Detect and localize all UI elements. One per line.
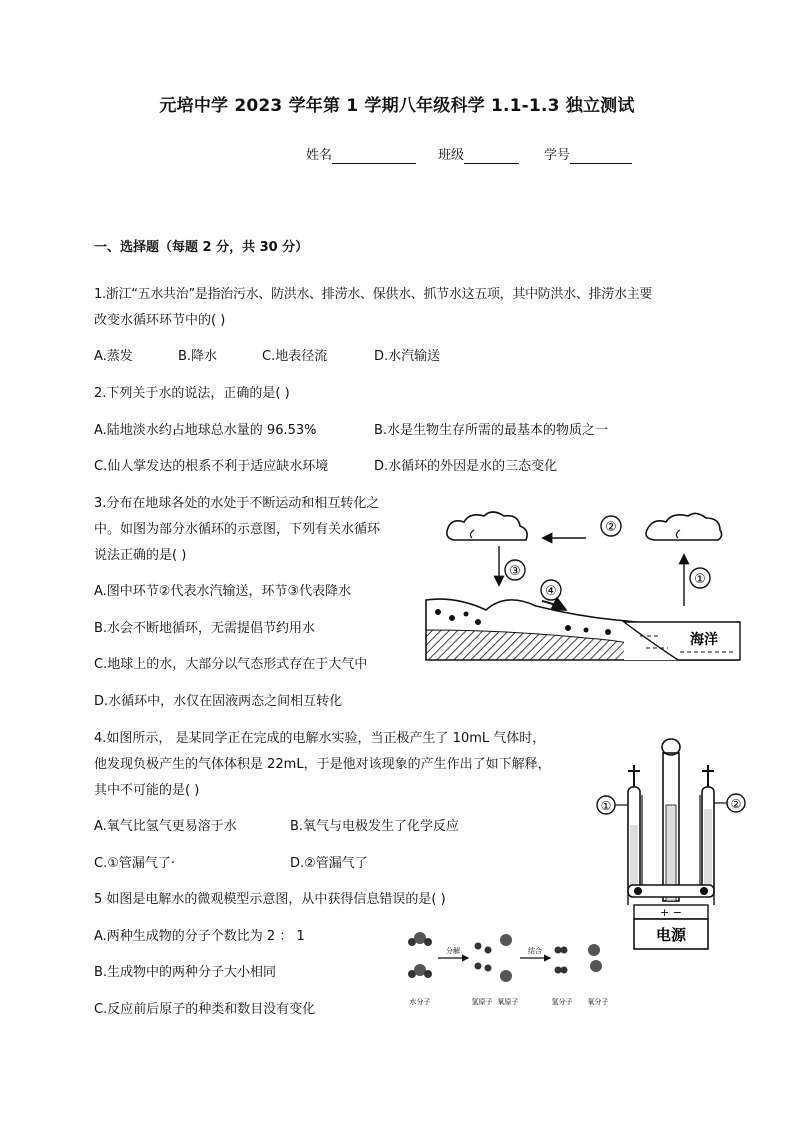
q4-option-b[interactable]: B.氧气与电极发生了化学反应 (290, 819, 460, 834)
water-molecule (408, 964, 432, 978)
q1-stem-line2: 改变水循环环节中的( ) (94, 313, 226, 328)
power-supply-label: 电源 (655, 926, 687, 944)
water-cycle-figure (418, 500, 748, 665)
class-blank[interactable] (464, 151, 519, 164)
name-blank[interactable] (332, 151, 416, 164)
q2-option-c[interactable]: C.仙人掌发达的根系不利于适应缺水环境 (94, 459, 329, 474)
page-title: 元培中学 2023 学年第 1 学期八年级科学 1.1-1.3 独立测试 (159, 96, 635, 116)
id-label: 学号 (544, 148, 571, 163)
molecular-model-figure (398, 926, 618, 1010)
class-field-label (438, 148, 519, 164)
q1-option-c[interactable]: C.地表径流 (262, 349, 328, 364)
q4-option-a[interactable]: A.氧气比氢气更易溶于水 (94, 819, 237, 834)
tube-2-label: ② (730, 797, 742, 811)
caption-hydrogen-molecule: 氢分子 (551, 998, 573, 1006)
caption-hydrogen-atom: 氢原子 (471, 998, 493, 1006)
label-2: ② (605, 520, 617, 535)
q2-option-a[interactable]: A.陆地淡水约占地球总水量的 96.53% (94, 423, 317, 438)
label-3: ③ (509, 564, 521, 579)
section-title: 一、选择题（每题 2 分，共 30 分） (94, 240, 309, 255)
caption-oxygen-atom: 氧原子 (497, 998, 519, 1006)
q4-stem-line3: 其中不可能的是( ) (94, 783, 200, 798)
ocean-label: 海洋 (690, 632, 718, 648)
q2-option-b[interactable]: B.水是生物生存所需的最基本的物质之一 (374, 423, 609, 438)
name-label: 姓名 (306, 148, 333, 163)
cloud-right-icon (646, 513, 722, 540)
label-4: ④ (545, 584, 557, 599)
label-1: ① (694, 572, 706, 587)
power-terminals: + − (660, 906, 682, 919)
class-label: 班级 (438, 148, 465, 163)
q3-option-d[interactable]: D.水循环中，水仅在固液两态之间相互转化 (94, 694, 343, 709)
decompose-arrow-label: 分解 (446, 947, 460, 955)
cloud-left-icon (447, 512, 527, 540)
q5-option-b[interactable]: B.生成物中的两种分子大小相同 (94, 965, 277, 980)
caption-oxygen-molecule: 氧分子 (587, 998, 609, 1006)
combine-arrow-label: 结合 (528, 947, 542, 955)
q3-option-c[interactable]: C.地球上的水，大部分以气态形式存在于大气中 (94, 657, 368, 672)
q2-stem: 2.下列关于水的说法，正确的是( ) (94, 386, 290, 401)
q3-stem-line2: 中。如图为部分水循环的示意图，下列有关水循环 (94, 522, 381, 537)
q4-option-c[interactable]: C.①管漏气了· (94, 856, 175, 871)
q1-stem-line1: 1.浙江“五水共治”是指治污水、防洪水、排涝水、保供水、抓节水这五项，其中防洪水、排涝水主要 (94, 287, 653, 302)
q1-option-b[interactable]: B.降水 (178, 349, 218, 364)
caption-water-molecule: 水分子 (409, 998, 431, 1006)
q5-stem: 5 如图是电解水的微观模型示意图，从中获得信息错误的是( ) (94, 892, 446, 907)
q4-stem-line2: 他发现负极产生的气体体积是 22mL，于是他对该现象的产生作出了如下解释， (94, 757, 551, 772)
q1-option-a[interactable]: A.蒸发 (94, 349, 133, 364)
q5-option-c[interactable]: C.反应前后原子的种类和数目没有变化 (94, 1002, 316, 1017)
q3-stem-line1: 3.分布在地球各处的水处于不断运动和相互转化之 (94, 496, 380, 511)
water-molecule (408, 932, 432, 946)
q3-option-a[interactable]: A.图中环节②代表水汽输送，环节③代表降水 (94, 584, 352, 599)
q4-stem-line1: 4.如图所示， 是某同学正在完成的电解水实验，当正极产生了 10mL 气体时， (94, 731, 546, 746)
q3-option-b[interactable]: B.水会不断地循环，无需提倡节约用水 (94, 621, 316, 636)
electrolysis-apparatus-figure (592, 735, 750, 953)
q3-stem-line3: 说法正确的是( ) (94, 548, 187, 563)
q4-option-d[interactable]: D.②管漏气了 (290, 856, 368, 871)
q2-option-d[interactable]: D.水循环的外因是水的三态变化 (374, 459, 558, 474)
id-field-label (544, 148, 632, 164)
q5-option-a[interactable]: A.两种生成物的分子个数比为 2 ： 1 (94, 929, 305, 944)
name-field-label (306, 148, 416, 164)
q1-option-d[interactable]: D.水汽输送 (374, 349, 441, 364)
tube-1-label: ① (600, 799, 612, 813)
id-blank[interactable] (570, 151, 632, 164)
